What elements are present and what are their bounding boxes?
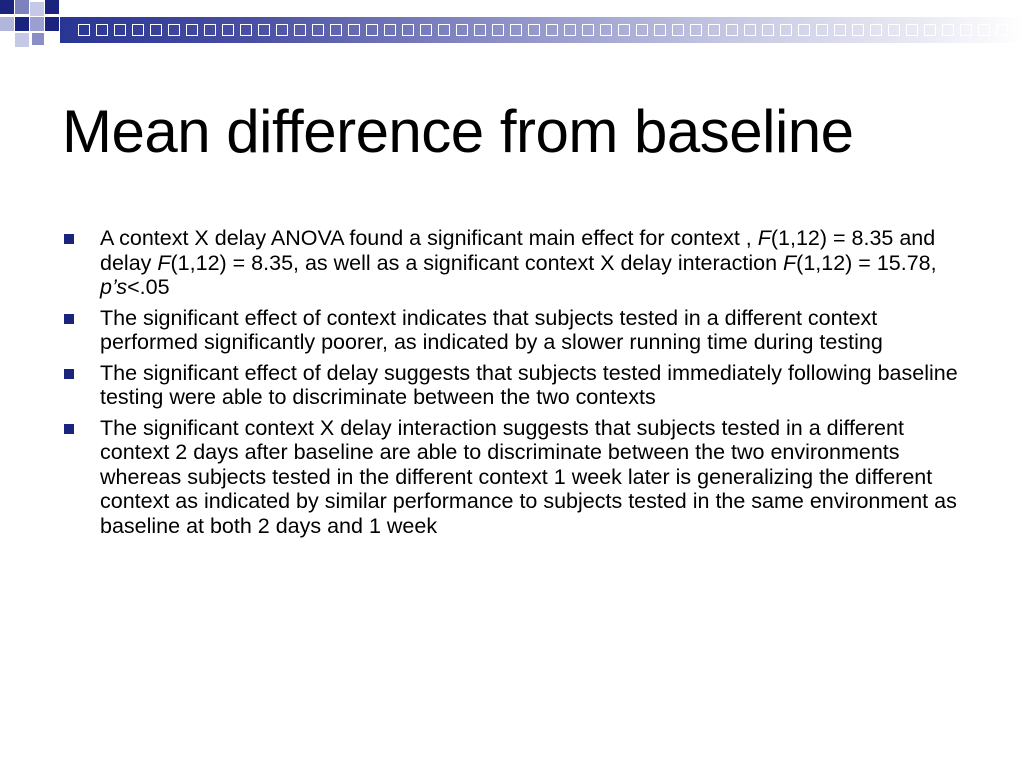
logo-square bbox=[45, 0, 59, 14]
logo-square bbox=[15, 33, 29, 47]
bullet-item bbox=[62, 306, 972, 355]
logo-square bbox=[0, 17, 14, 31]
bullet-text-segment: F bbox=[157, 250, 171, 275]
logo-square bbox=[0, 0, 14, 14]
logo-square bbox=[32, 33, 44, 45]
bullet-item bbox=[62, 226, 972, 300]
header-square-pattern bbox=[78, 17, 1024, 43]
bullet-text-segment: (1,12) = 15.78, bbox=[796, 250, 937, 275]
square-bullet-icon bbox=[64, 314, 74, 324]
bullet-text-segment: The significant effect of context indicates that subjects tested in a different context performed significantly poorer, as indicated by a slower running time during testing bbox=[100, 305, 883, 354]
bullet-text-segment: <.05 bbox=[127, 275, 170, 299]
logo-square bbox=[30, 17, 44, 31]
bullet-item bbox=[62, 361, 972, 410]
logo-square bbox=[30, 2, 44, 16]
square-bullet-icon bbox=[64, 369, 74, 379]
logo-square bbox=[45, 17, 59, 31]
bullet-text-segment: The significant effect of delay suggests that subjects tested immediately following baseline testing were able to discriminate between the two contexts bbox=[100, 360, 958, 409]
logo-square bbox=[15, 0, 29, 14]
bullet-text-segment: (1,12) = 8.35, as well as a significant context X delay interaction bbox=[170, 250, 784, 275]
bullet-text-segment: A context X delay ANOVA found a significant main effect for context , bbox=[100, 226, 758, 250]
slide-title: Mean difference from baseline bbox=[62, 98, 854, 165]
bullet-text-segment: p’s bbox=[100, 275, 128, 299]
bullet-text-segment: F bbox=[757, 226, 771, 250]
bullet-text-segment: (1,12) = 8.35 and delay bbox=[100, 226, 936, 275]
bullet-text-segment: The significant context X delay interaction suggests that subjects tested in a different context 2 days after baseline are able to discriminate between the two environments whereas subjects tested in the different context 1 week later is generalizing the different context as indicated by similar performance to subjects tested in the same environment as baseline at both 2 days and 1 week bbox=[100, 415, 957, 538]
bullet-list bbox=[62, 226, 972, 544]
bullet-text-segment: F bbox=[783, 250, 797, 275]
logo-square bbox=[15, 17, 29, 31]
square-bullet-icon bbox=[64, 424, 74, 434]
square-bullet-icon bbox=[64, 234, 74, 244]
bullet-item bbox=[62, 416, 972, 539]
header-decoration bbox=[0, 0, 1024, 48]
